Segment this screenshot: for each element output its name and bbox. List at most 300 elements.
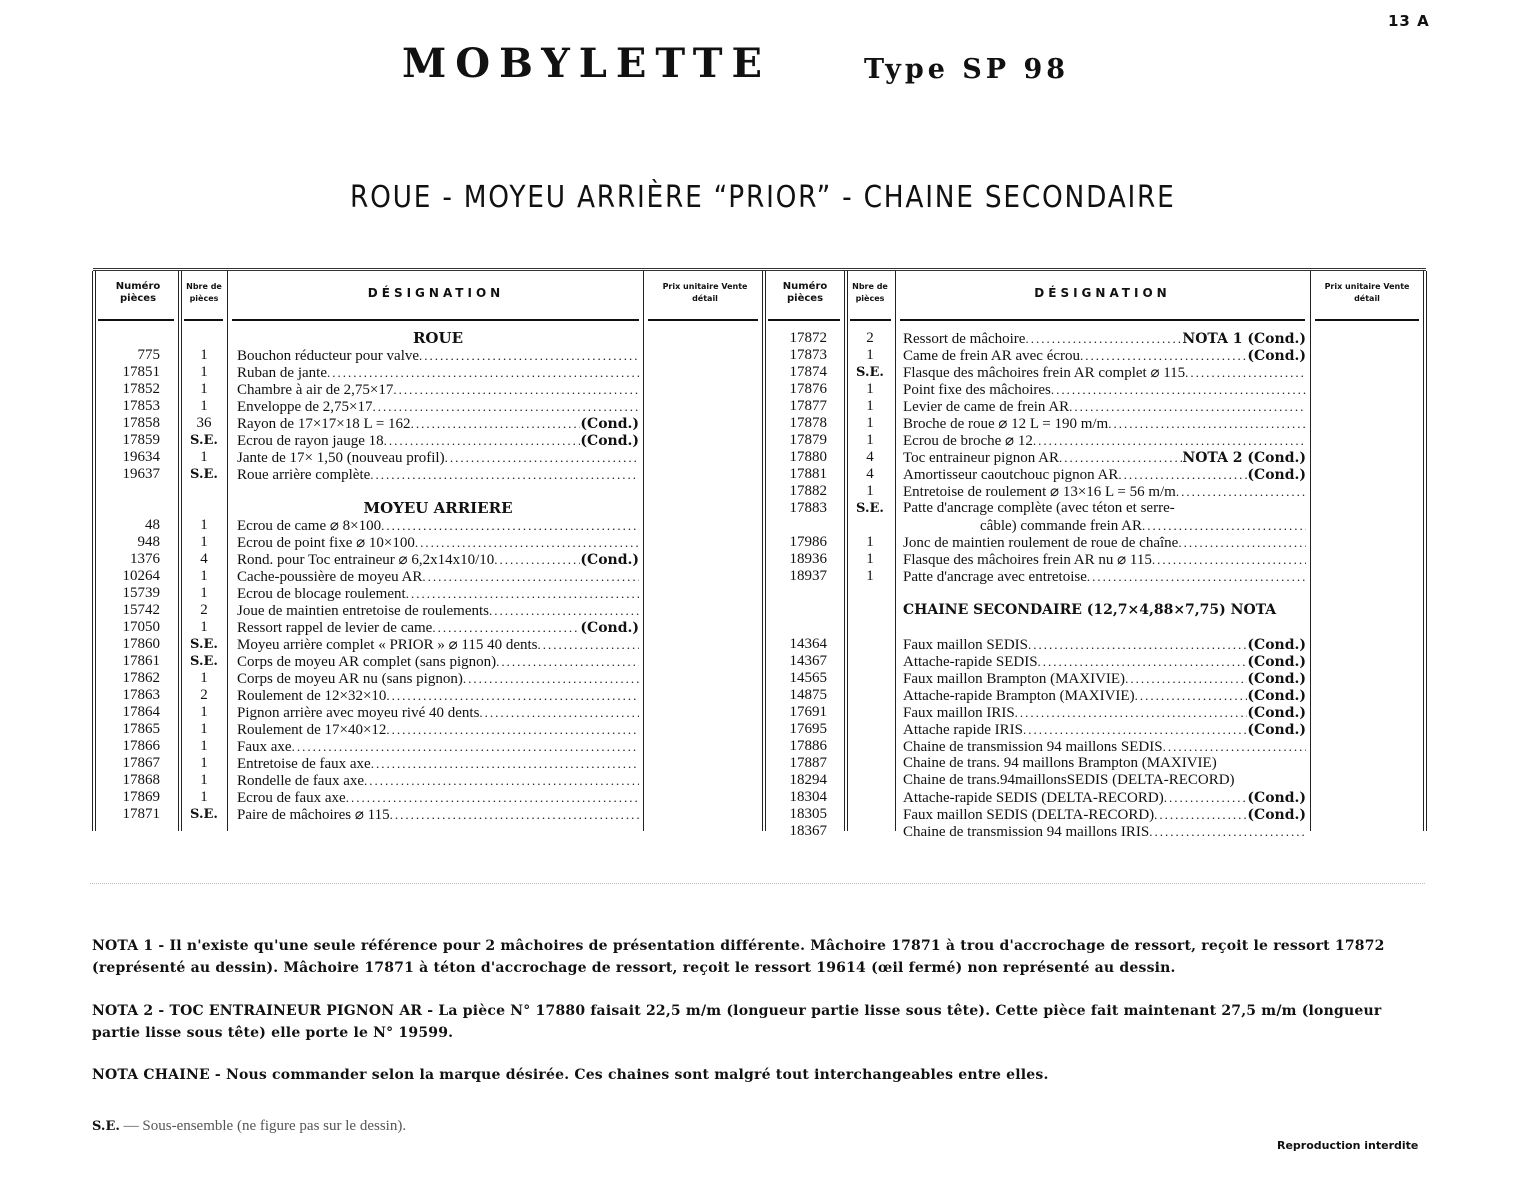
leader-dots: [1051, 381, 1306, 398]
part-number: 15742: [122, 602, 160, 618]
part-number: 14367: [789, 653, 827, 669]
footer-copyright: Reproduction interdite: [1277, 1139, 1419, 1152]
part-quantity: 1: [200, 398, 208, 414]
se-definition: — Sous-ensemble (ne figure pas sur le dessin).: [119, 1118, 407, 1134]
header-numero: Numéro pièces: [115, 281, 161, 304]
part-designation: [903, 449, 1306, 466]
spacer: [848, 602, 892, 619]
leader-dots: [415, 534, 639, 551]
part-number: 18367: [789, 823, 827, 839]
part-designation: [237, 738, 639, 755]
designation-text: Jonc de maintien roulement de roue de chaîne: [903, 535, 1179, 551]
spacer: [770, 585, 827, 602]
leader-dots: [390, 806, 639, 823]
part-quantity: S.E.: [190, 637, 218, 652]
part-designation: [903, 772, 1306, 789]
part-designation: [237, 704, 639, 721]
designation-note: (Cond.): [1247, 467, 1306, 483]
leader-dots: [1118, 466, 1247, 483]
right-numero-column: [770, 330, 827, 840]
part-designation: [237, 364, 639, 381]
part-designation: [237, 398, 639, 415]
header-rule: [1315, 319, 1419, 321]
part-quantity: 1: [866, 534, 874, 550]
designation-text: Flasque des mâchoires frein AR complet ⌀ 115: [903, 365, 1186, 381]
part-quantity: 1: [200, 789, 208, 805]
designation-text: Ecrou de came ⌀ 8×100: [237, 518, 382, 534]
group-heading: ROUE: [412, 329, 464, 347]
designation-text: Roue arrière complète: [237, 467, 371, 483]
designation-note: (Cond.): [1247, 807, 1306, 823]
designation-text: Joue de maintien entretoise de roulements: [237, 603, 490, 619]
leader-dots: [1028, 636, 1247, 653]
part-quantity: 1: [200, 670, 208, 686]
part-quantity: 4: [866, 449, 874, 465]
leader-dots: [292, 738, 639, 755]
designation-text: Entretoise de faux axe: [237, 756, 371, 772]
designation-text: Point fixe des mâchoires: [903, 382, 1051, 398]
part-designation: [903, 670, 1306, 687]
part-number: 18304: [789, 789, 827, 805]
designation-note: (Cond.): [580, 416, 639, 432]
designation-text: Cache-poussière de moyeu AR: [237, 569, 423, 585]
leader-dots: [1023, 721, 1247, 738]
leader-dots: [1125, 670, 1247, 687]
designation-text: Jante de 17× 1,50 (nouveau profil): [237, 450, 445, 466]
leader-dots: [479, 704, 639, 721]
part-number: 17852: [122, 381, 160, 397]
header-prix: Prix unitaire Vente détail: [1324, 282, 1410, 303]
designation-text: Bouchon réducteur pour valve: [237, 348, 420, 364]
designation-text: Corps de moyeu AR nu (sans pignon): [237, 671, 463, 687]
part-quantity: [848, 704, 892, 721]
part-designation: [237, 517, 639, 534]
spacer: [182, 500, 226, 517]
header-numero: Numéro pièces: [782, 281, 828, 304]
part-quantity: S.E.: [190, 807, 218, 822]
designation-text: Ecrou de rayon jauge 18: [237, 433, 384, 449]
spacer: [182, 330, 226, 347]
designation-text: Chaine de transmission 94 maillons SEDIS: [903, 739, 1163, 755]
spacer: [237, 483, 639, 500]
part-quantity: [848, 517, 892, 534]
part-number: 19634: [122, 449, 160, 465]
designation-text: Ressort rappel de levier de came: [237, 620, 433, 636]
part-designation: [903, 806, 1306, 823]
divider: [90, 883, 1425, 884]
designation-text: Roulement de 17×40×12: [237, 722, 387, 738]
designation-text: Rond. pour Toc entraineur ⌀ 6,2x14x10/10: [237, 552, 495, 568]
part-number: 17876: [789, 381, 827, 397]
part-quantity: 2: [200, 687, 208, 703]
part-designation: [903, 415, 1306, 432]
part-number: 17869: [122, 789, 160, 805]
designation-text: Rayon de 17×17×18 L = 162: [237, 416, 411, 432]
part-quantity: 1: [200, 534, 208, 550]
leader-dots: [386, 721, 639, 738]
leader-dots: [393, 381, 639, 398]
part-number: 17881: [789, 466, 827, 482]
part-number: 19637: [122, 466, 160, 482]
designation-note: (Cond.): [1247, 688, 1306, 704]
nota-chaine: NOTA CHAINE - Nous commander selon la marque désirée. Ces chaines sont malgré tout interchangeables entre elles.: [92, 1067, 1049, 1083]
leader-dots: [346, 789, 639, 806]
part-quantity: 1: [200, 347, 208, 363]
left-numero-column: [100, 330, 160, 823]
spacer: [182, 483, 226, 500]
designation-text: Enveloppe de 2,75×17: [237, 399, 373, 415]
designation-text: Ecrou de faux axe: [237, 790, 346, 806]
part-designation: [903, 347, 1306, 364]
leader-dots: [1176, 483, 1306, 500]
se-abbreviation: S.E.: [92, 1119, 120, 1134]
leader-dots: [1015, 704, 1248, 721]
part-quantity: 1: [866, 483, 874, 499]
designation-text: Ecrou de broche ⌀ 12: [903, 433, 1033, 449]
part-designation: [237, 789, 639, 806]
leader-dots: [1152, 551, 1306, 568]
part-quantity: [848, 772, 892, 789]
part-quantity: [848, 653, 892, 670]
document-title: MOBYLETTE: [402, 40, 771, 87]
part-number: 17878: [789, 415, 827, 431]
part-number: 17986: [789, 534, 827, 550]
left-designation-column: [237, 330, 639, 823]
leader-dots: [1038, 653, 1248, 670]
part-designation: [237, 636, 639, 653]
leader-dots: [373, 398, 639, 415]
part-designation: [237, 381, 639, 398]
designation-text: Attache-rapide Brampton (MAXIVIE): [903, 688, 1135, 704]
part-quantity: [848, 670, 892, 687]
part-quantity: 1: [200, 755, 208, 771]
designation-note: (Cond.): [1247, 705, 1306, 721]
part-number: 17691: [789, 704, 827, 720]
part-number: 17851: [122, 364, 160, 380]
part-designation: [903, 823, 1306, 840]
table-border-right: [1423, 271, 1427, 831]
designation-text: Pignon arrière avec moyeu rivé 40 dents: [237, 705, 480, 721]
part-designation: [903, 466, 1306, 483]
spacer: [848, 585, 892, 602]
leader-dots: [489, 602, 639, 619]
part-number: 17872: [789, 330, 827, 346]
leader-dots: [432, 619, 580, 636]
part-designation: [237, 466, 639, 483]
leader-dots: [1154, 806, 1247, 823]
part-quantity: 1: [866, 551, 874, 567]
part-quantity: [848, 687, 892, 704]
part-designation: [903, 432, 1306, 449]
part-designation: [903, 738, 1306, 755]
part-quantity: [848, 806, 892, 823]
nota-2: NOTA 2 - TOC ENTRAINEUR PIGNON AR - La pièce N° 17880 faisait 22,5 m/m (longueur partie lisse sous tête). Cette pièce fait maintenant 27,5 m/m (longueur partie lisse sous tête) elle porte le N° 19599.: [92, 1003, 1382, 1041]
part-designation: [903, 568, 1306, 585]
leader-dots: [538, 636, 639, 653]
designation-text: Levier de came de frein AR: [903, 399, 1070, 415]
part-designation: [237, 806, 639, 823]
part-designation: [903, 755, 1306, 772]
part-designation: [903, 551, 1306, 568]
spacer: [100, 330, 160, 347]
part-designation: [903, 330, 1306, 347]
header-designation: DÉSIGNATION: [367, 286, 505, 300]
part-designation: [237, 721, 639, 738]
part-designation: [903, 721, 1306, 738]
part-number: 17050: [122, 619, 160, 635]
part-number: 14364: [789, 636, 827, 652]
designation-text: Moyeu arrière complet « PRIOR » ⌀ 115 40 dents: [237, 637, 538, 653]
part-quantity: 4: [866, 466, 874, 482]
leader-dots: [1069, 398, 1306, 415]
designation-text: Patte d'ancrage complète (avec téton et serre-: [903, 500, 1175, 516]
spacer: [100, 483, 160, 500]
part-number: 17861: [122, 653, 160, 669]
designation-note: (Cond.): [1247, 790, 1306, 806]
part-quantity: [848, 636, 892, 653]
leader-dots: [419, 347, 639, 364]
part-designation: [903, 704, 1306, 721]
part-quantity: 2: [200, 602, 208, 618]
spacer: [770, 619, 827, 636]
designation-text: Chaine de transmission 94 maillons IRIS: [903, 824, 1150, 840]
leader-dots: [1185, 364, 1306, 381]
part-quantity: 1: [200, 364, 208, 380]
se-legend: [92, 1118, 406, 1135]
designation-text: Faux axe: [237, 739, 292, 755]
designation-note: (Cond.): [580, 552, 639, 568]
part-quantity: 4: [200, 551, 208, 567]
part-quantity: 1: [200, 449, 208, 465]
part-quantity: 1: [866, 432, 874, 448]
part-designation: [903, 500, 1306, 517]
part-quantity: 1: [866, 398, 874, 414]
leader-dots: [445, 449, 639, 466]
header-rule: [768, 319, 840, 321]
leader-dots: [327, 364, 639, 381]
col-divider-center: [762, 271, 766, 831]
part-number: 18936: [789, 551, 827, 567]
part-number: 48: [145, 517, 160, 533]
part-designation: [237, 551, 639, 568]
leader-dots: [496, 653, 639, 670]
left-qty-column: [182, 330, 226, 823]
header-designation: DÉSIGNATION: [1034, 286, 1171, 300]
designation-text: Chaine de trans.94maillonsSEDIS (DELTA-RECORD): [903, 772, 1235, 788]
header-rule: [900, 319, 1305, 321]
part-number: 17879: [789, 432, 827, 448]
header-nbre: Nbre de pièces: [852, 282, 888, 303]
part-designation: [903, 398, 1306, 415]
part-designation: [237, 653, 639, 670]
part-quantity: S.E.: [190, 433, 218, 448]
header-rule: [98, 319, 174, 321]
designation-note: (Cond.): [1247, 671, 1306, 687]
page-number: 13 A: [1388, 12, 1430, 30]
designation-text: Toc entraineur pignon AR: [903, 450, 1059, 466]
part-quantity: 1: [200, 568, 208, 584]
part-number: 10264: [122, 568, 160, 584]
part-number: 17871: [122, 806, 160, 822]
part-quantity: 1: [866, 415, 874, 431]
designation-note: (Cond.): [1247, 637, 1306, 653]
designation-text: Chambre à air de 2,75×17: [237, 382, 394, 398]
part-number: 17874: [789, 364, 827, 380]
part-designation: [237, 432, 639, 449]
part-quantity: 1: [866, 381, 874, 397]
leader-dots: [422, 568, 639, 585]
part-number: 948: [137, 534, 160, 550]
part-designation: [237, 772, 639, 789]
header-rule: [850, 319, 891, 321]
part-quantity: 1: [200, 704, 208, 720]
part-designation: [237, 585, 639, 602]
designation-text: Chaine de trans. 94 maillons Brampton (MAXIVIE): [903, 755, 1217, 771]
right-qty-column: [848, 330, 892, 840]
part-quantity: [848, 789, 892, 806]
designation-text: Amortisseur caoutchouc pignon AR: [903, 467, 1119, 483]
designation-note: NOTA 2 (Cond.): [1182, 450, 1306, 466]
part-number: 17868: [122, 772, 160, 788]
section-title: ROUE - MOYEU ARRIÈRE “PRIOR” - CHAINE SECONDAIRE: [350, 180, 1176, 215]
part-quantity: 1: [200, 381, 208, 397]
designation-text: Attache-rapide SEDIS (DELTA-RECORD): [903, 790, 1164, 806]
part-number: 17860: [122, 636, 160, 652]
part-designation: [237, 415, 639, 432]
designation-note: NOTA 1 (Cond.): [1182, 331, 1306, 347]
part-designation: [237, 619, 639, 636]
part-quantity: S.E.: [190, 467, 218, 482]
designation-text: Paire de mâchoires ⌀ 115: [237, 807, 390, 823]
part-designation: [903, 636, 1306, 653]
part-number: 18294: [789, 772, 827, 788]
part-number: 17866: [122, 738, 160, 754]
part-number: [770, 517, 827, 534]
part-designation: [237, 687, 639, 704]
part-number: 18305: [789, 806, 827, 822]
designation-note: (Cond.): [1247, 654, 1306, 670]
leader-dots: [463, 670, 639, 687]
designation-text: Ruban de jante: [237, 365, 327, 381]
spacer: [770, 602, 827, 619]
part-number: 17695: [789, 721, 827, 737]
leader-dots: [494, 551, 580, 568]
chain-heading: CHAINE SECONDAIRE (12,7×4,88×7,75) NOTA: [903, 602, 1277, 618]
leader-dots: [1135, 687, 1248, 704]
designation-text: Came de frein AR avec écrou: [903, 348, 1081, 364]
designation-note: (Cond.): [1247, 722, 1306, 738]
part-designation: [237, 568, 639, 585]
leader-dots: [1059, 449, 1182, 466]
part-designation: [903, 381, 1306, 398]
leader-dots: [370, 466, 639, 483]
part-quantity: 1: [866, 568, 874, 584]
part-designation: [237, 347, 639, 364]
document-subtitle: Type SP 98: [864, 54, 1070, 85]
designation-note: (Cond.): [580, 433, 639, 449]
designation-text: Roulement de 12×32×10: [237, 688, 387, 704]
part-quantity: 2: [866, 330, 874, 346]
leader-dots: [371, 755, 639, 772]
part-quantity: 1: [200, 738, 208, 754]
header-rule: [232, 319, 639, 321]
part-designation: [903, 534, 1306, 551]
part-quantity: 1: [200, 585, 208, 601]
designation-note: (Cond.): [580, 620, 639, 636]
part-number: 17873: [789, 347, 827, 363]
part-designation: [237, 602, 639, 619]
designation-text: Ecrou de blocage roulement: [237, 586, 406, 602]
part-quantity: [848, 755, 892, 772]
spacer: [100, 500, 160, 517]
leader-dots: [386, 687, 639, 704]
leader-dots: [381, 517, 639, 534]
leader-dots: [364, 772, 639, 789]
designation-note: (Cond.): [1247, 348, 1306, 364]
col-divider: [1310, 271, 1311, 831]
nota-1: NOTA 1 - Il n'existe qu'une seule référence pour 2 mâchoires de présentation différente. Mâchoire 17871 à trou d'accrochage de ressort, reçoit le ressort 17872 (représenté au dessin). Mâchoire 17871 à téton d'accrochage de ressort, reçoit le ressort 19614 (œil fermé) non représenté au dessin.: [92, 938, 1385, 976]
designation-text: Corps de moyeu AR complet (sans pignon): [237, 654, 497, 670]
designation-text: Attache rapide IRIS: [903, 722, 1023, 738]
part-quantity: 1: [200, 721, 208, 737]
part-number: 17883: [789, 500, 827, 516]
header-prix: Prix unitaire Vente détail: [662, 282, 748, 303]
designation-text: Ecrou de point fixe ⌀ 10×100: [237, 535, 415, 551]
designation-text: Faux maillon Brampton (MAXIVIE): [903, 671, 1126, 687]
part-designation: [903, 483, 1306, 500]
part-designation: [903, 517, 1306, 534]
part-number: 17880: [789, 449, 827, 465]
part-number: 775: [137, 347, 160, 363]
group-heading: MOYEU ARRIERE: [363, 499, 513, 517]
leader-dots: [384, 432, 581, 449]
spacer: [848, 619, 892, 636]
part-designation: [237, 670, 639, 687]
designation-text: Attache-rapide SEDIS: [903, 654, 1038, 670]
designation-text: Flasque des mâchoires frein AR nu ⌀ 115: [903, 552, 1152, 568]
part-number: 17886: [789, 738, 827, 754]
part-designation: [903, 687, 1306, 704]
part-number: 17862: [122, 670, 160, 686]
leader-dots: [411, 415, 581, 432]
part-designation: [237, 534, 639, 551]
part-designation: [903, 653, 1306, 670]
leader-dots: [1087, 568, 1306, 585]
part-number: 17882: [789, 483, 827, 499]
designation-text: Faux maillon SEDIS: [903, 637, 1029, 653]
part-designation: [903, 789, 1306, 806]
part-number: 17858: [122, 415, 160, 431]
designation-text: Rondelle de faux axe: [237, 773, 365, 789]
part-designation: [237, 449, 639, 466]
header-rule: [184, 319, 223, 321]
part-quantity: 1: [866, 347, 874, 363]
part-quantity: [848, 721, 892, 738]
col-divider: [227, 271, 228, 831]
designation-text: Entretoise de roulement ⌀ 13×16 L = 56 m/m: [903, 484, 1176, 500]
part-number: 17867: [122, 755, 160, 771]
part-number: 14565: [789, 670, 827, 686]
designation-text: Broche de roue ⌀ 12 L = 190 m/m: [903, 416, 1109, 432]
part-number: 17853: [122, 398, 160, 414]
designation-text: Faux maillon IRIS: [903, 705, 1015, 721]
part-quantity: 1: [200, 517, 208, 533]
header-nbre: Nbre de pièces: [186, 282, 222, 303]
designation-text: Faux maillon SEDIS (DELTA-RECORD): [903, 807, 1155, 823]
part-number: 14875: [789, 687, 827, 703]
part-number: 17863: [122, 687, 160, 703]
leader-dots: [406, 585, 639, 602]
